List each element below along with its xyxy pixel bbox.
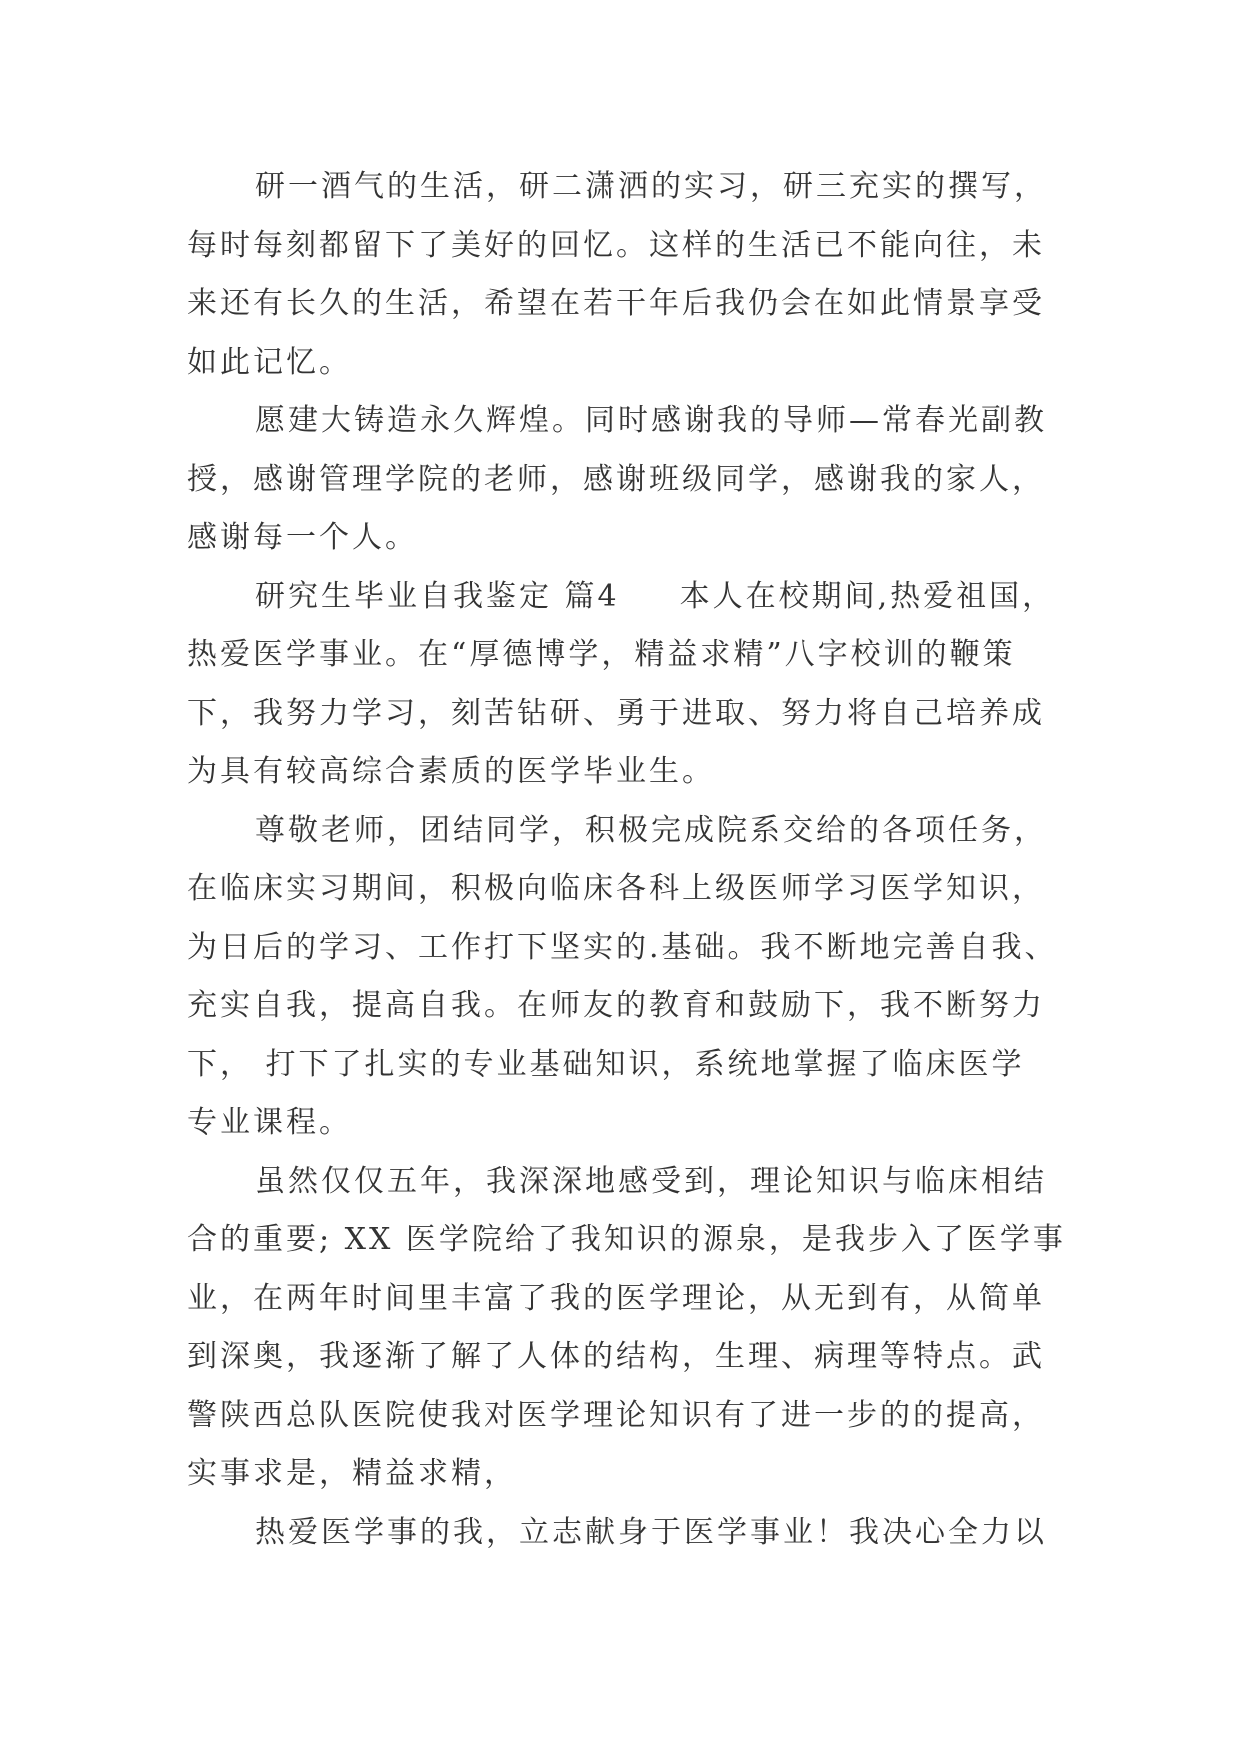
paragraph-4-line-3: 为日后的学习、工作打下坚实的.基础。我不断地完善自我、 [187, 929, 1058, 965]
paragraph-4-line-2: 在临床实习期间，积极向临床各科上级医师学习医学知识， [187, 871, 1045, 906]
paragraph-4-line-4: 充实自我，提高自我。在师友的教育和鼓励下，我不断努力 [187, 988, 1045, 1023]
paragraph-5-line-3: 业，在两年时间里丰富了我的医学理论，从无到有，从简单 [187, 1280, 1045, 1316]
paragraph-2-line-1: 愿建大铸造永久辉煌。同时感谢我的导师—常春光副教 [255, 403, 1047, 438]
paragraph-4-line-1: 尊敬老师，团结同学，积极完成院系交给的各项任务， [255, 812, 1047, 848]
paragraph-3-line-2: 热爱医学事业。在“厚德博学，精益求精”八字校训的鞭策 [187, 637, 1016, 672]
section-heading: 研究生毕业自我鉴定 篇4 [255, 578, 620, 614]
paragraph-5-line-5: 警陕西总队医院使我对医学理论知识有了进一步的的提高， [187, 1397, 1045, 1433]
paragraph-2-line-2: 授，感谢管理学院的老师，感谢班级同学，感谢我的家人， [187, 461, 1045, 497]
paragraph-3-lead: 本人在校期间,热爱祖国， [679, 578, 1056, 614]
paragraph-1-line-1: 研一酒气的生活，研二潇洒的实习，研三充实的撰写， [255, 169, 1047, 204]
paragraph-4-line-5: 下， 打下了扎实的专业基础知识，系统地掌握了临床医学 [187, 1046, 1025, 1082]
paragraph-2-line-3: 感谢每一个人。 [187, 520, 418, 555]
paragraph-4-line-6: 专业课程。 [187, 1105, 352, 1140]
paragraph-5-line-6: 实事求是，精益求精， [187, 1456, 517, 1491]
paragraph-1-line-3: 来还有长久的生活，希望在若干年后我仍会在如此情景享受 [187, 286, 1045, 321]
paragraph-1-line-4: 如此记忆。 [187, 344, 352, 380]
document-body [187, 158, 1066, 1562]
paragraph-6-line-1: 热爱医学事的我，立志献身于医学事业！我决心全力以 [255, 1514, 1047, 1550]
paragraph-5-line-4: 到深奥，我逐渐了解了人体的结构，生理、病理等特点。武 [187, 1339, 1045, 1374]
paragraph-1-line-2: 每时每刻都留下了美好的回忆。这样的生活已不能向往，未 [187, 227, 1045, 263]
paragraph-5-line-2: 合的重要; XX 医学院给了我知识的源泉，是我步入了医学事 [187, 1222, 1066, 1257]
paragraph-5-line-1: 虽然仅仅五年，我深深地感受到，理论知识与临床相结 [255, 1163, 1047, 1199]
section-heading-line [187, 568, 1059, 627]
paragraph-3-line-3: 下，我努力学习，刻苦钻研、勇于进取、努力将自己培养成 [187, 695, 1045, 731]
paragraph-3-line-4: 为具有较高综合素质的医学毕业生。 [187, 754, 715, 789]
